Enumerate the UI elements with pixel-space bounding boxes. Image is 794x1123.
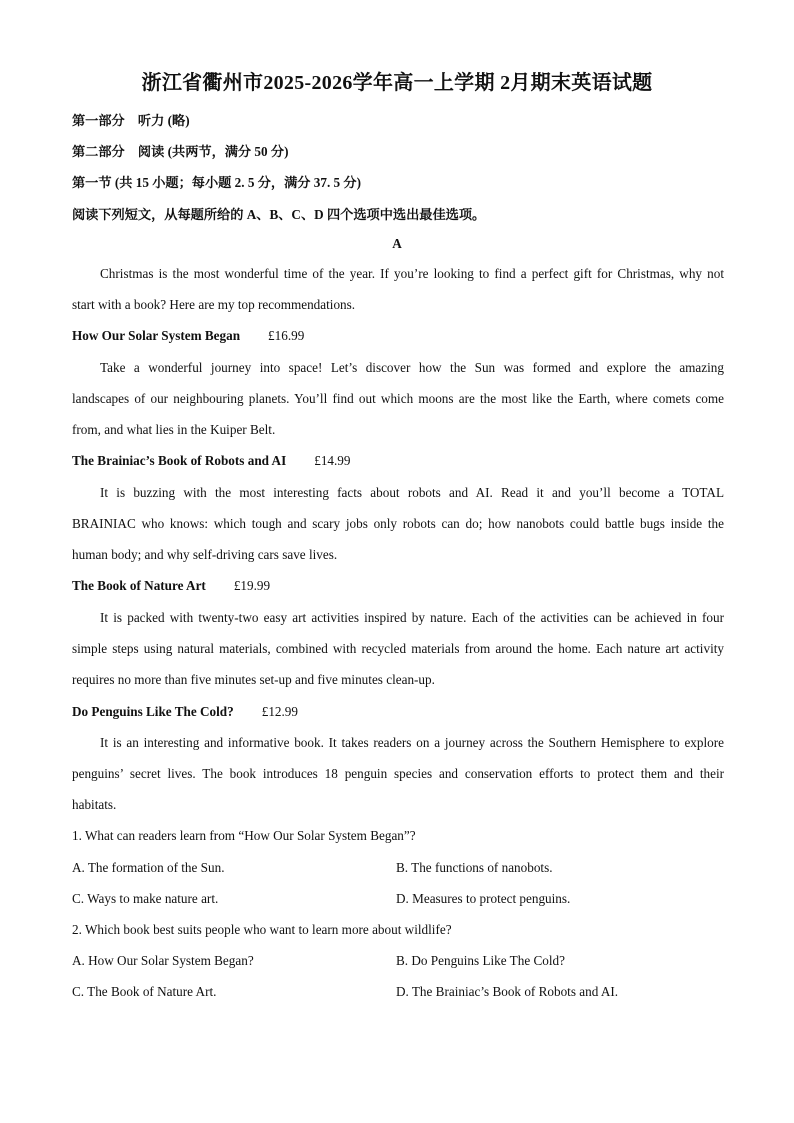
option-c[interactable]: C. The Book of Nature Art. bbox=[72, 984, 217, 999]
book-desc-line: Take a wonderful journey into space! Let’s discover how the Sun was formed and explore the amazing bbox=[100, 360, 724, 375]
book-heading bbox=[72, 578, 724, 594]
book-title: The Book of Nature Art bbox=[72, 578, 206, 593]
book-desc-line: landscapes of our neighbouring planets. You’ll find out which moons are the most like the Earth, where comets come bbox=[72, 391, 724, 406]
question-stem: 2. Which book best suits people who want to learn more about wildlife? bbox=[72, 922, 452, 937]
book-desc-line: from, and what lies in the Kuiper Belt. bbox=[72, 422, 276, 437]
intro-line: start with a book? Here are my top recommendations. bbox=[72, 297, 356, 312]
book-price: £16.99 bbox=[268, 328, 305, 343]
book-title: Do Penguins Like The Cold? bbox=[72, 704, 234, 719]
part2-header: 第二部分 阅读 (共两节，满分 50 分) bbox=[72, 144, 289, 159]
book-heading bbox=[72, 453, 724, 469]
book-heading bbox=[72, 704, 724, 720]
option-c[interactable]: C. Ways to make nature art. bbox=[72, 891, 219, 906]
book-price: £14.99 bbox=[314, 453, 351, 468]
instruction: 阅读下列短文，从每题所给的 A、B、C、D 四个选项中选出最佳选项。 bbox=[72, 207, 486, 222]
section1-header: 第一节 (共 15 小题；每小题 2. 5 分，满分 37. 5 分) bbox=[72, 175, 362, 190]
option-d[interactable]: D. The Brainiac’s Book of Robots and AI. bbox=[396, 984, 619, 999]
book-desc-line: It is packed with twenty-two easy art activities inspired by nature. Each of the activities can be achieved in four bbox=[100, 610, 724, 625]
question-stem: 1. What can readers learn from “How Our Solar System Began”? bbox=[72, 828, 416, 843]
book-desc-line: habitats. bbox=[72, 797, 117, 812]
book-desc-line: requires no more than five minutes set-up and five minutes clean-up. bbox=[72, 672, 435, 687]
book-heading bbox=[72, 328, 724, 344]
option-a[interactable]: A. How Our Solar System Began? bbox=[72, 953, 254, 968]
part1-header: 第一部分 听力 (略) bbox=[72, 113, 190, 128]
option-b[interactable]: B. Do Penguins Like The Cold? bbox=[396, 953, 565, 968]
book-desc-line: human body; and why self-driving cars save lives. bbox=[72, 547, 338, 562]
page-title: 浙江省衢州市2025-2026学年高一上学期 2月期末英语试题 bbox=[141, 72, 653, 94]
book-price: £12.99 bbox=[261, 704, 298, 719]
passage-label: A bbox=[392, 236, 402, 251]
book-desc-line: It is buzzing with the most interesting facts about robots and AI. Read it and you’ll become a TOTAL bbox=[100, 485, 724, 500]
book-title: The Brainiac’s Book of Robots and AI bbox=[72, 453, 287, 468]
book-desc-line: BRAINIAC who knows: which tough and scary jobs only robots can do; how nanobots could battle bugs inside the bbox=[72, 516, 724, 531]
book-desc-line: It is an interesting and informative book. It takes readers on a journey across the Southern Hemisphere to explore bbox=[100, 735, 724, 750]
option-b[interactable]: B. The functions of nanobots. bbox=[396, 860, 553, 875]
intro-line: Christmas is the most wonderful time of the year. If you’re looking to find a perfect gift for Christmas, why not bbox=[100, 266, 724, 281]
option-d[interactable]: D. Measures to protect penguins. bbox=[396, 891, 571, 906]
book-desc-line: simple steps using natural materials, combined with recycled materials from around the home. Each nature art activity bbox=[72, 641, 724, 656]
book-title: How Our Solar System Began bbox=[72, 328, 241, 343]
option-a[interactable]: A. The formation of the Sun. bbox=[72, 860, 225, 875]
book-price: £19.99 bbox=[233, 578, 271, 593]
book-desc-line: penguins’ secret lives. The book introduces 18 penguin species and conservation efforts to protect them and their bbox=[72, 766, 724, 781]
